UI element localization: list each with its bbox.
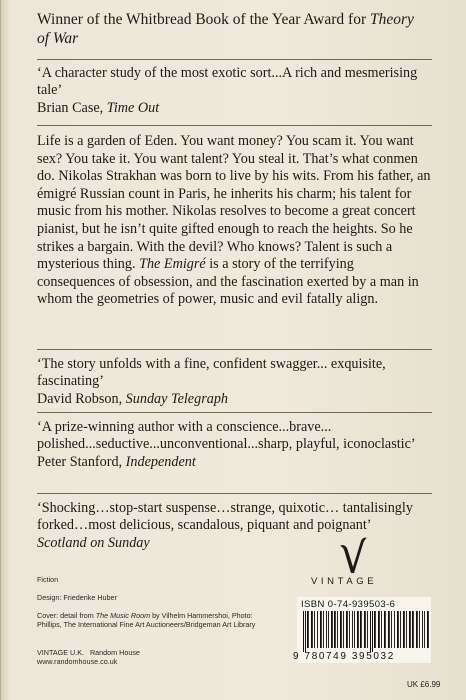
review-quote-2 [37, 356, 427, 408]
barcode-bar [307, 611, 309, 648]
barcode-bar [424, 611, 425, 648]
barcode-icon [301, 611, 429, 652]
barcode-bar [303, 611, 304, 652]
barcode-bar [311, 611, 313, 648]
divider [37, 59, 432, 60]
quote-author: David Robson, [37, 390, 123, 407]
barcode-bar [323, 611, 324, 648]
barcode-digits: 9 780749 395032 [293, 651, 395, 662]
quote-source: Independent [125, 453, 196, 470]
barcode-bar [340, 611, 342, 648]
vintage-logo-icon [339, 535, 373, 575]
barcode-bar [406, 611, 407, 648]
award-title: Theory of War [37, 11, 414, 47]
cover-artwork-title: The Music Room [95, 611, 151, 620]
synopsis-text-2: is a story of the terrifying consequences of obsession, and the fascination exerted by a man in whom the geometries of power, music and evil fatally align. [37, 256, 419, 308]
barcode-bar [397, 611, 399, 648]
quote-attribution [37, 391, 427, 408]
quote-text: ‘Shocking…stop-start suspense…strange, quixotic… tantalisingly forked…most delicious, scandalous, piquant and poignant’ [37, 500, 413, 534]
barcode-bar [354, 611, 355, 648]
barcode-bar [334, 611, 336, 648]
quote-attribution [37, 100, 427, 117]
barcode-bar [357, 611, 359, 648]
barcode-bar [378, 611, 380, 648]
cover-credit [37, 611, 277, 629]
quote-source: Scotland on Sunday [37, 534, 150, 551]
price-label: UK £6.99 [407, 680, 441, 689]
cover-credit-prefix: Cover: detail from [37, 611, 94, 620]
barcode-bar [374, 611, 376, 648]
barcode-bar [422, 611, 423, 648]
review-quote-1 [37, 65, 427, 117]
quote-author: Peter Stanford, [37, 453, 123, 470]
barcode-bar [419, 611, 420, 648]
barcode-bar [403, 611, 405, 648]
barcode-bar [352, 611, 353, 648]
barcode-bar [326, 611, 327, 648]
barcode-bar [320, 611, 322, 648]
publisher-website: www.randomhouse.co.uk [37, 657, 118, 666]
quote-source: Sunday Telegraph [125, 390, 229, 407]
quote-text: ‘A character study of the most exotic sort...A rich and mesmerising tale’ [37, 65, 418, 99]
category-label: Fiction [37, 575, 59, 584]
barcode-bar [328, 611, 329, 648]
barcode-bar [391, 611, 392, 648]
barcode-bar [384, 611, 386, 648]
barcode-bar [381, 611, 382, 648]
barcode-bar [367, 611, 368, 648]
barcode-bar [343, 611, 344, 648]
award-statement [37, 10, 427, 48]
barcode-bar [364, 611, 366, 648]
barcode-bar [317, 611, 318, 648]
barcode-bar [412, 611, 414, 648]
barcode-bar [331, 611, 333, 648]
quote-text: ‘The story unfolds with a fine, confident swagger... exquisite, fascinating’ [37, 356, 386, 390]
publisher-logo-text: VINTAGE [311, 576, 378, 587]
barcode-bar [427, 611, 429, 648]
barcode-bar [400, 611, 401, 648]
synopsis [37, 133, 435, 309]
quote-author: Brian Case, [37, 99, 104, 116]
award-line: Winner of the Whitbread Book of the Year Award for [37, 11, 367, 28]
divider [37, 412, 432, 413]
barcode-bar [409, 611, 411, 648]
barcode-bar [360, 611, 362, 648]
barcode-bar [305, 611, 306, 652]
imprint-line: VINTAGE U.K. Random House [37, 648, 140, 657]
quote-text: ‘A prize-winning author with a conscience...brave... polished...seductive...unconventional...sharp, playful, iconoclastic’ [37, 419, 416, 453]
barcode-bar [349, 611, 350, 648]
synopsis-text-1: Life is a garden of Eden. You want money? You scam it. You want sex? You take it. You want talent? You steal it. That’s what conmen do. Nikolas Strakhan was born to live by his wits. From his father, an émigré Russian count in Paris, he inherits his charm; his talent for music from his mother. Nikolas resolves to become a great concert pianist, but he isn’t quite gifted enough to reach the heights. So he strikes a bargain. With the devil? Who knows? Talent is such a mysterious thing. [37, 133, 431, 273]
divider [37, 493, 432, 494]
synopsis-book-title: The Emigré [139, 256, 206, 273]
quote-attribution [37, 454, 427, 471]
barcode-bar [372, 611, 373, 652]
barcode-bar [388, 611, 390, 648]
barcode-bar [346, 611, 348, 648]
divider [37, 349, 432, 350]
isbn-number: ISBN 0-74-939503-6 [301, 599, 396, 610]
cover-credit-rest: by Vilhelm Hammershoi, Photo: Phillips, The International Fine Art Auctioneers/Bridgeman Art Library [37, 611, 256, 630]
quote-source: Time Out [106, 99, 160, 116]
divider [37, 125, 432, 126]
barcode-bar [370, 611, 371, 652]
synopsis-paragraph [37, 133, 435, 309]
barcode-bar [416, 611, 418, 648]
design-credit: Design: Friederike Huber [37, 593, 117, 602]
barcode-bar [394, 611, 395, 648]
barcode-bar [337, 611, 338, 648]
barcode-bar [314, 611, 315, 648]
review-quote-3 [37, 419, 427, 471]
